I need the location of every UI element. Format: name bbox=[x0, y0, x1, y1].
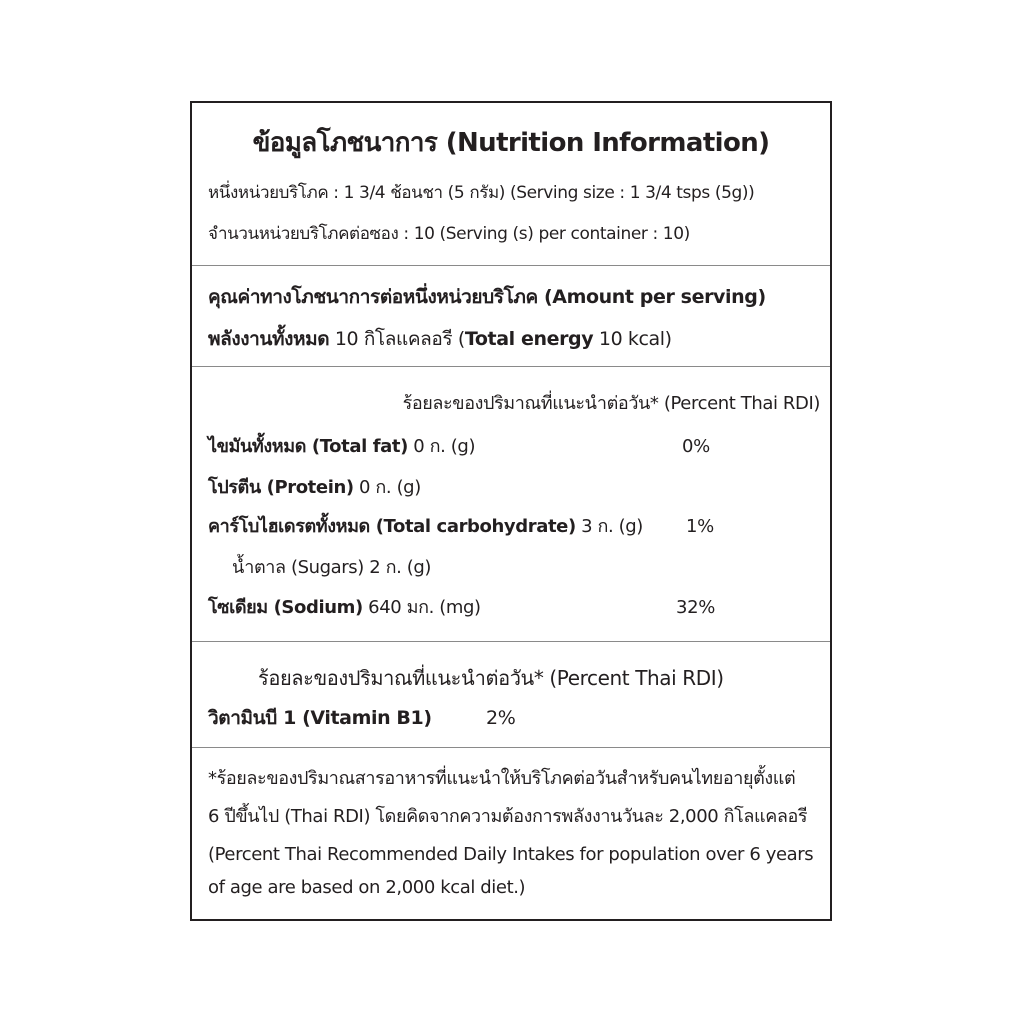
servings-per-container: จำนวนหน่วยบริโภคต่อซอง : 10 (Serving (s) per container : 10) bbox=[208, 224, 690, 244]
nutrient-name: ไขมันทั้งหมด (Total fat) bbox=[208, 436, 408, 457]
footnote-line-4: of age are based on 2,000 kcal diet.) bbox=[208, 877, 526, 898]
nutrient-row-carbohydrate bbox=[208, 516, 820, 538]
nutrient-row-sugars: น้ำตาล (Sugars) 2 ก. (g) bbox=[232, 557, 431, 578]
nutrient-percent-sodium: 32% bbox=[676, 597, 716, 618]
energy-label-en: Total energy bbox=[464, 328, 594, 350]
nutrition-panel bbox=[190, 101, 832, 921]
amount-heading: คุณค่าทางโภชนาการต่อหนึ่งหน่วยบริโภค (Amount per serving) bbox=[208, 286, 766, 308]
footnote-line-2: 6 ปีขึ้นไป (Thai RDI) โดยคิดจากความต้องการพลังงานวันละ 2,000 กิโลแคลอรี bbox=[208, 806, 808, 827]
divider-1 bbox=[192, 265, 830, 266]
energy-value: 10 กิโลแคลอรี ( bbox=[334, 328, 465, 350]
nutrient-percent-total-fat: 0% bbox=[682, 436, 710, 457]
total-energy-row bbox=[208, 328, 820, 350]
vitamin-b1-name: วิตามินบี 1 (Vitamin B1) bbox=[208, 707, 432, 729]
nutrient-amount: 3 ก. (g) bbox=[581, 516, 643, 537]
energy-value-en: 10 kcal) bbox=[598, 328, 672, 350]
energy-label: พลังงานทั้งหมด bbox=[208, 328, 330, 350]
nutrient-percent-carbohydrate: 1% bbox=[686, 516, 714, 537]
divider-3 bbox=[192, 641, 830, 642]
nutrient-name: โปรตีน (Protein) bbox=[208, 477, 354, 498]
footnote-line-1: *ร้อยละของปริมาณสารอาหารที่แนะนำให้บริโภคต่อวันสำหรับคนไทยอายุตั้งแต่ bbox=[208, 768, 796, 789]
nutrient-row-total-fat bbox=[208, 436, 820, 458]
panel-title: ข้อมูลโภชนาการ (Nutrition Information) bbox=[252, 128, 770, 158]
divider-2 bbox=[192, 366, 830, 367]
nutrient-row-sodium bbox=[208, 597, 820, 619]
nutrient-name: คาร์โบไฮเดรตทั้งหมด (Total carbohydrate) bbox=[208, 516, 576, 537]
nutrient-amount: 640 มก. (mg) bbox=[368, 597, 481, 618]
footnote-line-3: (Percent Thai Recommended Daily Intakes for population over 6 years bbox=[208, 844, 814, 865]
vitamin-rdi-heading: ร้อยละของปริมาณที่แนะนำต่อวัน* (Percent Thai RDI) bbox=[258, 666, 724, 690]
nutrient-amount: 0 ก. (g) bbox=[413, 436, 476, 457]
rdi-heading: ร้อยละของปริมาณที่แนะนำต่อวัน* (Percent Thai RDI) bbox=[402, 393, 820, 414]
divider-4 bbox=[192, 747, 830, 748]
nutrient-row-protein bbox=[208, 477, 820, 499]
nutrient-name: โซเดียม (Sodium) bbox=[208, 597, 363, 618]
serving-size: หนึ่งหน่วยบริโภค : 1 3/4 ช้อนชา (5 กรัม) (Serving size : 1 3/4 tsps (5g)) bbox=[208, 183, 755, 203]
vitamin-b1-percent: 2% bbox=[486, 707, 516, 729]
nutrient-amount: 0 ก. (g) bbox=[359, 477, 421, 498]
